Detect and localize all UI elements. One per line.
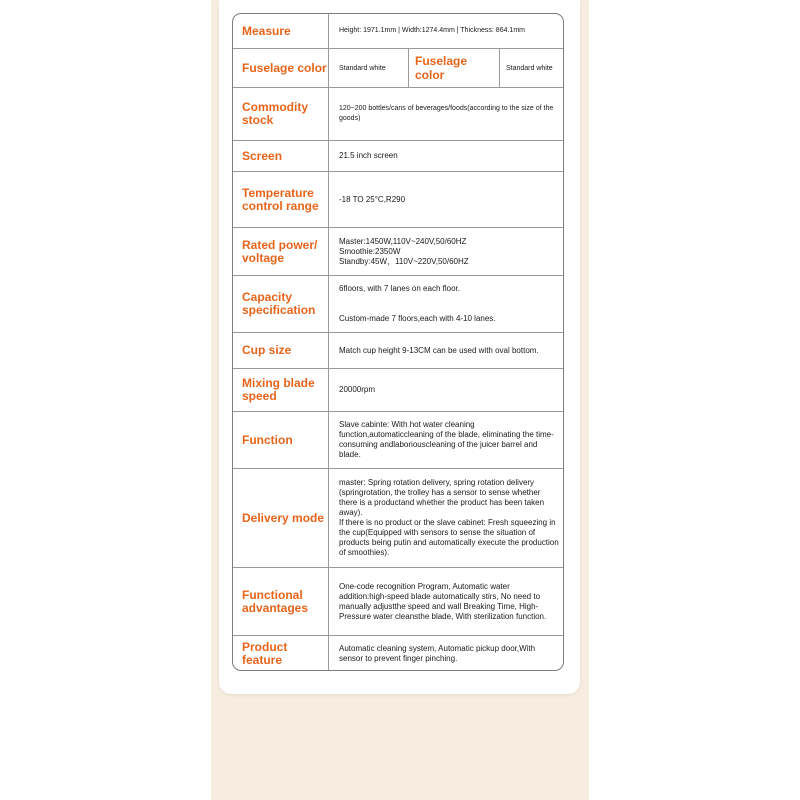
spec-value-commodity-stock: 120~200 bottles/cans of beverages/foods(according to the size of the goods)	[339, 105, 554, 122]
spec-value-measure: Height: 1971.1mm | Width:1274.4mm | Thickness: 864.1mm	[339, 27, 525, 34]
spec-label-mixing-speed: Mixing blade speed	[233, 369, 329, 411]
spec-label-cup-size: Cup size	[233, 333, 329, 368]
spec-value-rated-power: Master:1450W,110V~240V,50/60HZ Smoothie:2350W Standby:45W，110V~220V,50/60HZ	[339, 236, 469, 266]
spec-table	[232, 13, 564, 671]
spec-value-fuselage-color: Standard white	[329, 49, 409, 87]
spec-label-commodity-stock: Commodity stock	[233, 88, 329, 140]
spec-value-mixing-speed: 20000rpm	[339, 385, 376, 394]
spec-label-delivery-mode: Delivery mode	[233, 469, 329, 567]
spec-row-rated-power	[233, 228, 563, 276]
spec-label-measure: Measure	[233, 14, 329, 48]
spec-row-measure	[233, 14, 563, 49]
spec-label-rated-power: Rated power/ voltage	[233, 228, 329, 275]
spec-label-fuselage-color: Fuselage color	[233, 49, 329, 87]
spec-value-capacity-custom: Custom-made 7 floors,each with 4-10 lanes.	[339, 313, 496, 323]
spec-value-product-feature: Automatic cleaning system, Automatic pickup door,With sensor to prevent finger pinching.	[339, 644, 536, 663]
spec-row-screen	[233, 141, 563, 172]
spec-value-delivery-mode: master: Spring rotation delivery, spring rotation delivery (springrotation, the trolley has a sensor to sense whether there is a productand whether the product has been taken away). If there is no product or the slave cabinet: Fresh squeezing in the cup(Equipped with sensors to sense the situation of products being putin and automatically execute the production of smoothies).	[339, 478, 559, 557]
spec-row-functional-advantages	[233, 568, 563, 636]
spec-label-product-feature: Product feature	[233, 636, 329, 671]
spec-row-temperature	[233, 172, 563, 228]
spec-row-mixing-speed	[233, 369, 563, 412]
spec-row-capacity	[233, 276, 563, 333]
spec-label-temperature: Temperature control range	[233, 172, 329, 227]
spec-value-screen: 21.5 inch screen	[339, 151, 398, 160]
spec-label-function: Function	[233, 412, 329, 468]
spec-row-function	[233, 412, 563, 469]
spec-value-cup-size: Match cup height 9-13CM can be used with oval bottom.	[339, 345, 539, 355]
spec-row-delivery-mode	[233, 469, 563, 568]
spec-value-temperature: -18 TO 25°C,R290	[339, 194, 406, 204]
spec-row-product-feature	[233, 636, 563, 671]
spec-label-capacity: Capacity specification	[233, 276, 329, 332]
spec-label-fuselage-color-2: Fuselage color	[409, 49, 500, 87]
spec-label-functional-advantages: Functional advantages	[233, 568, 329, 635]
spec-label-screen: Screen	[233, 141, 329, 171]
spec-value-capacity-standard: 6floors, with 7 lanes on each floor.	[339, 283, 460, 293]
spec-value-function: Slave cabinte: With hot water cleaning function,automaticcleaning of the blade, eliminating the time-consuming andlaboriouscleaning of the juicer barrel and blade.	[339, 420, 554, 459]
spec-value-fuselage-color-2: Standard white	[506, 64, 553, 72]
spec-value-functional-advantages: One-code recognition Program, Automatic water addition:high-speed blade automatically stirs, No need to manually adjustthe speed and wall Breaking Time, High-Pressure water cleansthe blade, With sterilization function.	[339, 581, 547, 621]
spec-row-fuselage-color	[233, 49, 563, 88]
spec-row-commodity-stock	[233, 88, 563, 141]
spec-row-cup-size	[233, 333, 563, 369]
